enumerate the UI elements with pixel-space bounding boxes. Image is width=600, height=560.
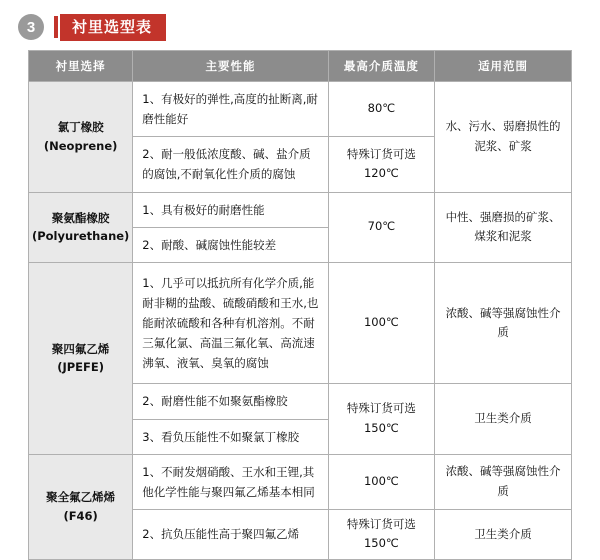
lining-name-ptfe: [29, 262, 133, 454]
column-header-performance: 主要性能: [133, 51, 328, 82]
performance-text: 1、不耐发烟硝酸、王水和王锂,其他化学性能与聚四氟乙烯基本相同: [133, 454, 328, 509]
max-temp-text: 100℃: [328, 454, 434, 509]
max-temp-text: 80℃: [328, 82, 434, 137]
scope-line-1: 中性、强磨损的矿浆、: [445, 209, 561, 224]
column-header-max-temp: 最高介质温度: [328, 51, 434, 82]
performance-text: 2、耐一般低浓度酸、碱、盐介质的腐蚀,不耐氧化性介质的腐蚀: [133, 137, 328, 192]
max-temp-line-1: 特殊订货可选: [346, 516, 416, 531]
scope-line-2: 质: [497, 325, 509, 340]
lining-name-f46: [29, 454, 133, 559]
column-header-lining: 衬里选择: [29, 51, 133, 82]
max-temp-line-2: 150℃: [363, 536, 399, 551]
table-header-row: [29, 51, 572, 82]
column-header-scope: 适用范围: [435, 51, 572, 82]
lining-name-line-2: (JPEFE): [57, 360, 105, 375]
title-accent-bar: [54, 16, 58, 38]
lining-name-line-1: 聚四氟乙烯: [51, 341, 110, 356]
performance-text: 3、看负压能性不如聚氯丁橡胶: [133, 419, 328, 454]
scope-text: 卫生类介质: [435, 509, 572, 559]
lining-name-line-1: 氯丁橡胶: [57, 120, 104, 135]
table-row: [29, 454, 572, 509]
max-temp-text: 100℃: [328, 262, 434, 384]
scope-line-2: 煤浆和泥浆: [474, 229, 532, 244]
page-title: 衬里选型表: [60, 14, 166, 41]
title-group: [54, 14, 166, 41]
scope-text: [435, 262, 572, 384]
page-header: [0, 0, 600, 42]
lining-name-line-1: 聚氨酯橡胶: [51, 210, 110, 225]
table-row: [29, 82, 572, 137]
scope-line-1: 浓酸、碱等强腐蚀性介: [445, 305, 561, 320]
performance-text: 1、有极好的弹性,高度的扯断离,耐磨性能好: [133, 82, 328, 137]
lining-name-line-2: (Polyurethane): [31, 229, 130, 244]
lining-selection-table-wrap: [0, 42, 600, 560]
scope-text: 卫生类介质: [435, 384, 572, 454]
step-number-badge: 3: [18, 14, 44, 40]
performance-text: 1、几乎可以抵抗所有化学介质,能耐非糊的盐酸、硫酸硝酸和王水,也能耐浓硫酸和各种有机溶剂。不耐三氟化氯、高温三氟化氧、高流速沸氧、液氧、臭氧的腐蚀: [133, 262, 328, 384]
lining-name-line-1: 聚全氟乙烯烯: [46, 490, 116, 505]
lining-name-line-2: (F46): [63, 508, 98, 523]
scope-text: [435, 454, 572, 509]
max-temp-line-2: 150℃: [363, 421, 399, 435]
table-row: [29, 192, 572, 227]
performance-text: 2、耐酸、碱腐蚀性能较差: [133, 227, 328, 262]
max-temp-text: [328, 137, 434, 192]
max-temp-text: [328, 384, 434, 454]
performance-text: 2、抗负压能性高于聚四氟乙烯: [133, 509, 328, 559]
lining-name-neoprene: [29, 82, 133, 193]
lining-name-line-2: (Neoprene): [43, 138, 118, 153]
scope-text: [435, 82, 572, 193]
scope-line-1: 水、污水、弱磨损性的: [445, 119, 561, 134]
max-temp-line-2: 120℃: [363, 166, 399, 181]
lining-name-polyurethane: [29, 192, 133, 262]
scope-text: [435, 192, 572, 262]
performance-text: 2、耐磨性能不如聚氨酯橡胶: [133, 384, 328, 419]
table-row: [29, 262, 572, 384]
lining-selection-table: [28, 50, 572, 560]
scope-line-2: 质: [497, 483, 509, 498]
scope-line-2: 泥浆、矿浆: [474, 138, 532, 153]
performance-text: 1、具有极好的耐磨性能: [133, 192, 328, 227]
scope-line-1: 浓酸、碱等强腐蚀性介: [445, 464, 561, 479]
max-temp-text: 70℃: [328, 192, 434, 262]
max-temp-line-1: 特殊订货可选: [346, 401, 416, 416]
max-temp-text: [328, 509, 434, 559]
max-temp-line-1: 特殊订货可选: [346, 146, 416, 161]
